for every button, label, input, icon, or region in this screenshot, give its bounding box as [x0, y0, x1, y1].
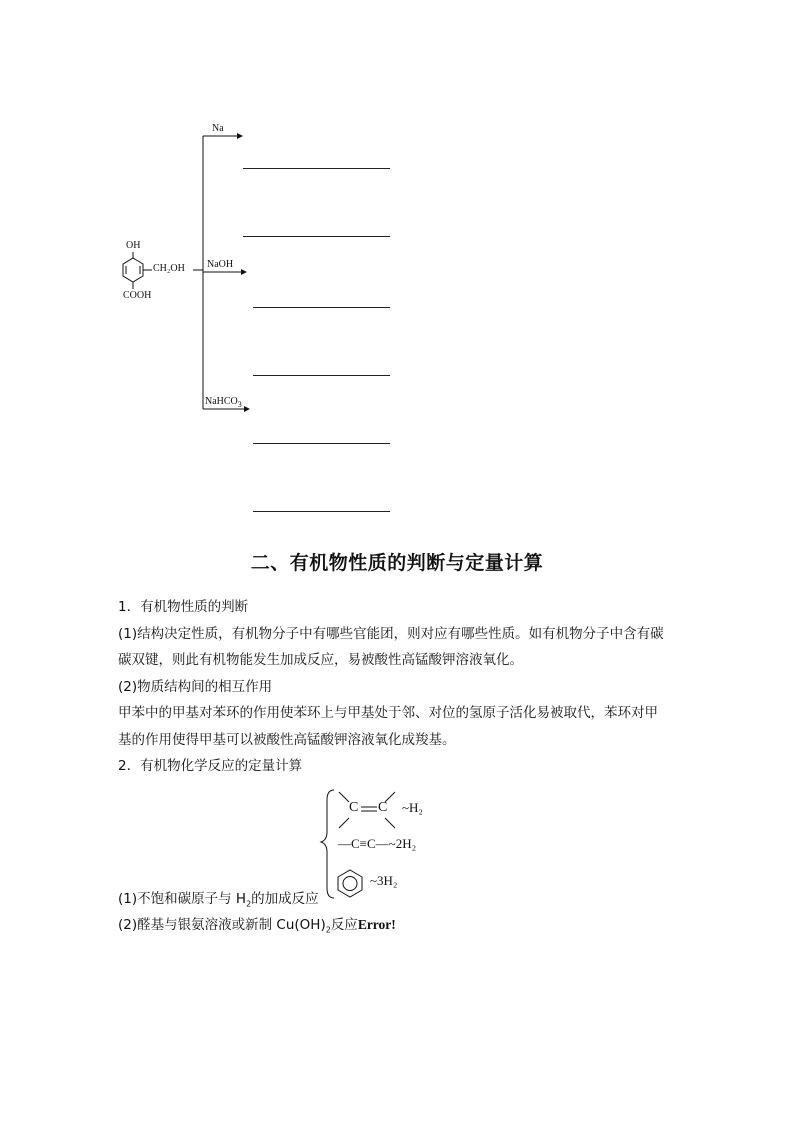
answer-blank[interactable] — [243, 236, 390, 237]
reaction-diagram — [0, 0, 794, 540]
p1-line2: 碳双键，则此有机物能发生加成反应，易被酸性高锰酸钾溶液氧化。 — [118, 652, 523, 668]
addition-label-sub: 2 — [246, 899, 252, 909]
answer-blank[interactable] — [253, 307, 390, 308]
error-text: Error! — [357, 917, 396, 932]
alkyne-row: —C≡C—~2H₂ — [338, 836, 417, 851]
cooh-label: COOH — [123, 290, 152, 301]
branch-lines — [193, 136, 244, 409]
answer-blank[interactable] — [243, 168, 390, 169]
reagent-nahco3 — [205, 396, 242, 409]
body-text — [118, 594, 698, 780]
benzene-icon — [338, 870, 362, 897]
heading-3: 2．有机物化学反应的定量计算 — [118, 758, 303, 774]
reagent-nahco3-sub: 3 — [237, 400, 242, 409]
p1-line1: (1)结构决定性质，有机物分子中有哪些官能团，则对应有哪些性质。如有机物分子中含有碳 — [118, 625, 664, 642]
benzene-ring — [123, 252, 152, 289]
alkene-c1: C — [349, 800, 359, 815]
p2-line1: 甲苯中的甲基对苯环的作用使苯环上与甲基处于邻、对位的氢原子活化易被取代，苯环对甲 — [118, 705, 658, 721]
section-title: 二、有机物性质的判断与定量计算 — [250, 552, 544, 574]
alkene-c2: C — [378, 800, 388, 815]
aldehyde-sub: 2 — [325, 925, 331, 935]
heading-1: 1．有机物性质的判断 — [118, 599, 249, 615]
heading-2: (2)物质结构间的相互作用 — [118, 678, 273, 695]
oh-label: OH — [126, 240, 141, 251]
aldehyde-suffix: 反应 — [330, 917, 358, 933]
p2-line2: 基的作用使得甲基可以被酸性高锰酸钾溶液氧化成羧基。 — [118, 731, 456, 748]
reagent-naoh: NaOH — [207, 259, 234, 270]
benzene-h2: ~3H₂ — [370, 873, 398, 888]
answer-blank[interactable] — [253, 375, 390, 376]
answer-blank[interactable] — [253, 443, 390, 444]
alkene-h2: ~H₂ — [402, 800, 423, 815]
aldehyde-prefix: (2)醛基与银氨溶液或新制 Cu(OH) — [118, 917, 326, 933]
aldehyde-line — [118, 912, 396, 944]
reagent-na: Na — [212, 123, 224, 134]
answer-blank[interactable] — [253, 511, 390, 512]
ch2oh-label: CH₂OH — [153, 263, 185, 274]
left-brace — [321, 790, 334, 898]
addition-label-prefix: (1)不饱和碳原子与 H — [118, 891, 247, 907]
addition-label-suffix: 的加成反应 — [251, 891, 319, 907]
reagent-nahco3-base: NaHCO — [205, 396, 238, 407]
